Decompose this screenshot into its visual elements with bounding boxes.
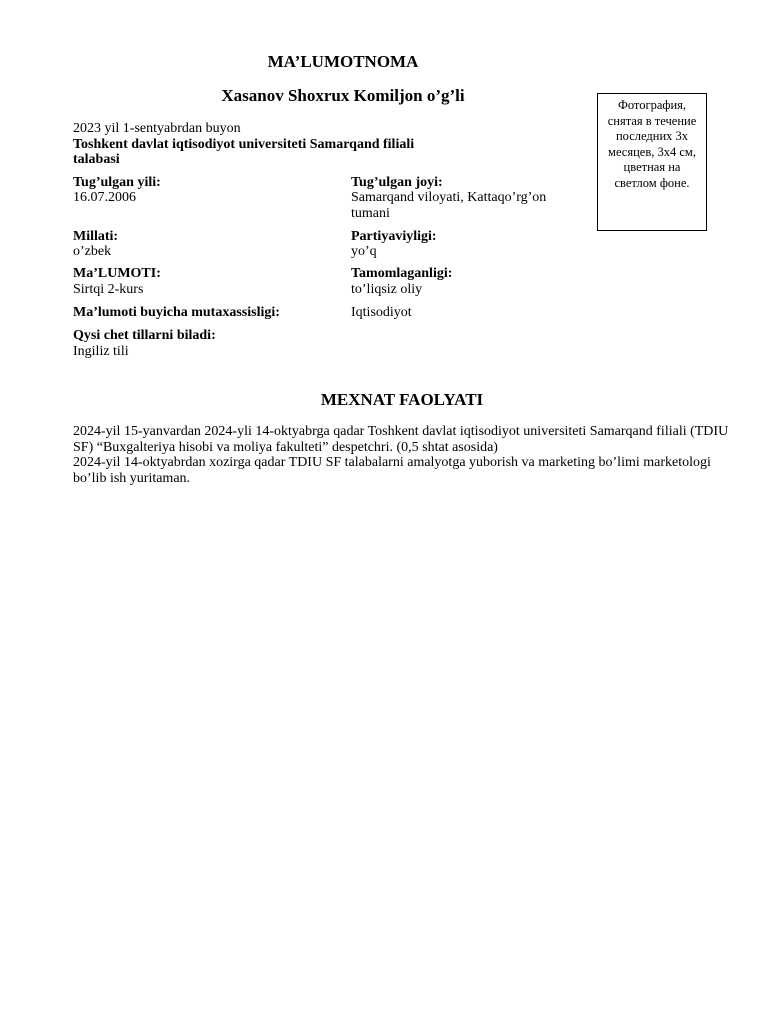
education-value: Sirtqi 2-kurs bbox=[73, 282, 144, 297]
specialty-value: Iqtisodiyot bbox=[351, 305, 412, 320]
birth-year-label: Tug’ulgan yili: bbox=[73, 175, 161, 190]
intro-organization: Toshkent davlat iqtisodiyot universiteti Samarqand filiali bbox=[73, 137, 415, 152]
work-history bbox=[73, 424, 733, 486]
languages-value: Ingiliz tili bbox=[73, 344, 129, 359]
photo-placeholder-text: Фотография, снятая в течение последних 3х месяцев, 3х4 см, цветная на светлом фоне. bbox=[607, 98, 697, 190]
completion-label: Tamomlaganligi: bbox=[351, 266, 453, 281]
birth-year-value: 16.07.2006 bbox=[73, 190, 136, 205]
birth-place-label: Tug’ulgan joyi: bbox=[351, 175, 443, 190]
party-value: yo’q bbox=[351, 244, 377, 259]
completion-value: to’liqsiz oliy bbox=[351, 282, 423, 297]
work-entry: 2024-yil 14-oktyabrdan xozirga qadar TDIU SF talabalarni amalyotga yuborish va marketing bo’limi marketologi bo’lib ish yuritaman. bbox=[73, 455, 711, 486]
birth-place-value-line1: Samarqand viloyati, Kattaqo’rg’on bbox=[351, 190, 547, 205]
birth-place-value-line2: tumani bbox=[351, 206, 390, 221]
specialty-label: Ma’lumoti buyicha mutaxassisligi: bbox=[73, 305, 280, 320]
party-label: Partiyaviyligi: bbox=[351, 229, 437, 244]
photo-placeholder bbox=[597, 93, 707, 231]
nationality-value: o’zbek bbox=[73, 244, 112, 259]
work-entry: 2024-yil 15-yanvardan 2024-yli 14-oktyabrga qadar Toshkent davlat iqtisodiyot universiteti Samarqand filiali (TDIU SF) “Buxgalteriya hisobi va moliya fakulteti” despetchri. (0,5 shtat asosida) bbox=[73, 424, 729, 455]
languages-label: Qysi chet tillarni biladi: bbox=[73, 328, 216, 343]
intro-since: 2023 yil 1-sentyabrdan buyon bbox=[73, 121, 241, 136]
intro-status: talabasi bbox=[73, 152, 120, 167]
education-label: Ma’LUMOTI: bbox=[73, 266, 161, 281]
work-section-title: MEXNAT FAOLYATI bbox=[320, 390, 484, 409]
person-full-name: Xasanov Shoxrux Komiljon o’g’li bbox=[221, 86, 465, 105]
nationality-label: Millati: bbox=[73, 229, 119, 244]
document-title: MA’LUMOTNOMA bbox=[267, 52, 419, 71]
